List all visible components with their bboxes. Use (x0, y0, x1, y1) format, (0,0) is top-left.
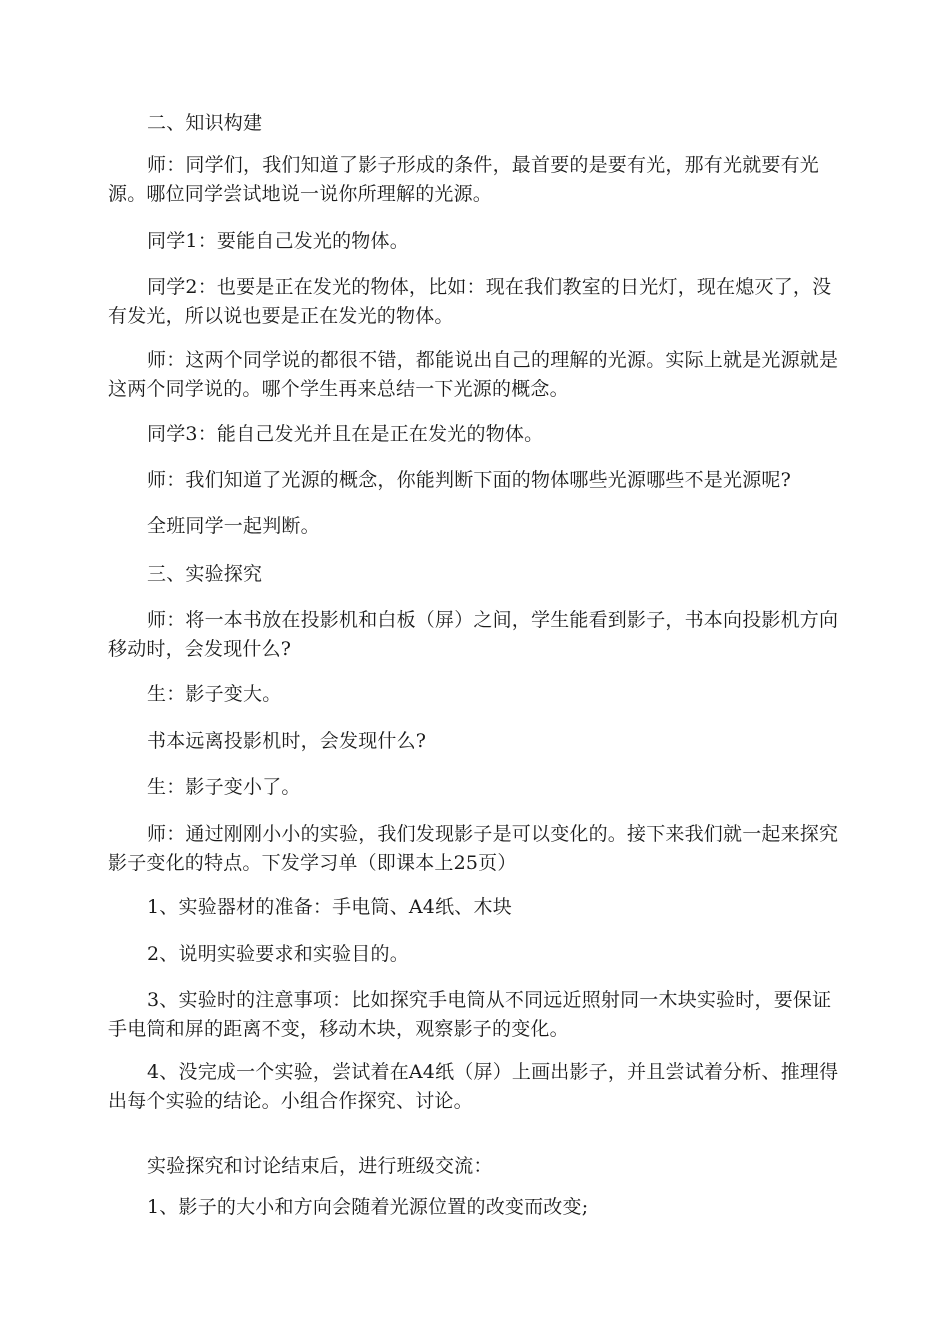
paragraph: 师：我们知道了光源的概念，你能判断下面的物体哪些光源哪些不是光源呢? (147, 469, 791, 491)
paragraph: 同学1：要能自己发光的物体。 (147, 230, 409, 252)
paragraph: 生：影子变大。 (147, 683, 282, 705)
paragraph: 师：这两个同学说的都很不错，都能说出自己的理解的光源。实际上就是光源就是这两个同学说的。哪个学生再来总结一下光源的概念。 (108, 349, 839, 400)
paragraph: 师：同学们，我们知道了影子形成的条件，最首要的是要有光，那有光就要有光源。哪位同学尝试地说一说你所理解的光源。 (108, 154, 820, 205)
paragraph: 书本远离投影机时，会发现什么? (147, 730, 427, 752)
list-item: 4、没完成一个实验，尝试着在A4纸（屏）上画出影子，并且尝试着分析、推理得出每个实验的结论。小组合作探究、讨论。 (108, 1061, 839, 1112)
paragraph: 师：将一本书放在投影机和白板（屏）之间，学生能看到影子，书本向投影机方向移动时，会发现什么? (108, 609, 839, 660)
paragraph: 同学3：能自己发光并且在是正在发光的物体。 (147, 423, 544, 445)
paragraph: 全班同学一起判断。 (147, 515, 320, 537)
section-heading-experiment: 三、实验探究 (147, 563, 263, 585)
list-item: 2、说明实验要求和实验目的。 (147, 943, 409, 965)
paragraph: 实验探究和讨论结束后，进行班级交流： (147, 1155, 493, 1177)
paragraph: 同学2：也要是正在发光的物体，比如：现在我们教室的日光灯，现在熄灭了，没有发光，所以说也要是正在发光的物体。 (108, 276, 832, 327)
list-item: 1、影子的大小和方向会随着光源位置的改变而改变; (147, 1196, 589, 1218)
list-item: 3、实验时的注意事项：比如探究手电筒从不同远近照射同一木块实验时，要保证手电筒和屏的距离不变，移动木块，观察影子的变化。 (108, 989, 832, 1040)
paragraph: 师：通过刚刚小小的实验，我们发现影子是可以变化的。接下来我们就一起来探究影子变化的特点。下发学习单（即课本上25页） (108, 823, 839, 874)
paragraph: 生：影子变小了。 (147, 776, 301, 798)
section-heading-knowledge: 二、知识构建 (147, 112, 263, 134)
list-item: 1、实验器材的准备：手电筒、A4纸、木块 (147, 896, 512, 918)
